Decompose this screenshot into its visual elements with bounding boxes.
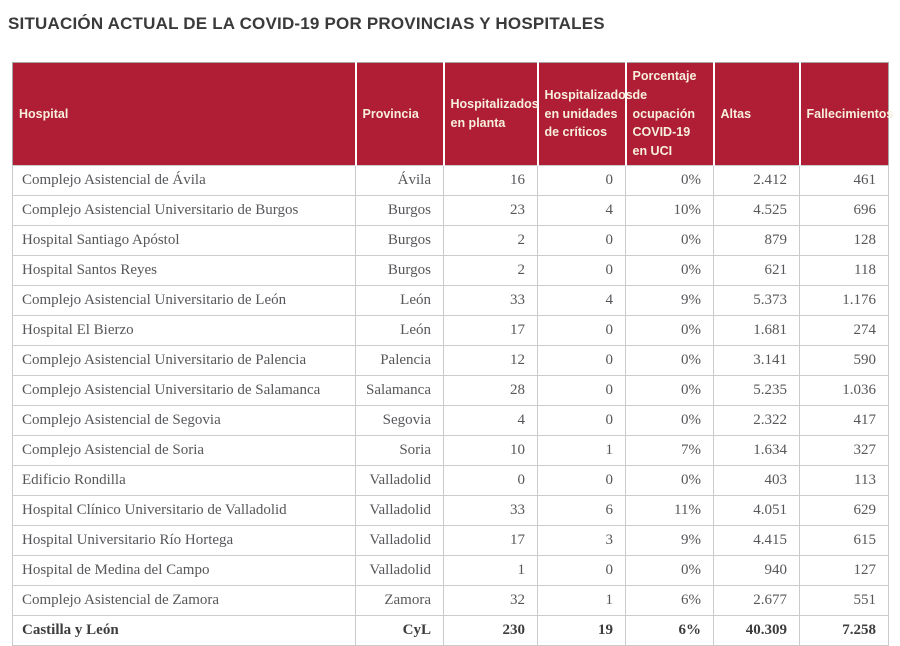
altas-cell: 621 [714, 255, 800, 285]
hospital-cell: Hospital Santiago Apóstol [13, 225, 356, 255]
hospitalizados-en-unidades-de-criticos-cell: 4 [538, 195, 626, 225]
fallecimientos-cell: 696 [800, 195, 889, 225]
table-row [13, 375, 889, 405]
porcentaje-de-ocupacion-covid-19-en-uci-cell: 0% [626, 465, 714, 495]
porcentaje-de-ocupacion-covid-19-en-uci-cell: 9% [626, 525, 714, 555]
hospitalizados-en-planta-cell: 2 [444, 255, 538, 285]
porcentaje-de-ocupacion-covid-19-en-uci-cell: 6% [626, 585, 714, 615]
altas-cell: 5.373 [714, 285, 800, 315]
fallecimientos-cell: 417 [800, 405, 889, 435]
fallecimientos-cell: 1.176 [800, 285, 889, 315]
fallecimientos-cell: 7.258 [800, 615, 889, 645]
hospital-cell: Castilla y León [13, 615, 356, 645]
hospitalizados-en-planta-cell: 33 [444, 495, 538, 525]
porcentaje-de-ocupacion-covid-19-en-uci-cell: 10% [626, 195, 714, 225]
table-row [13, 495, 889, 525]
table-row [13, 315, 889, 345]
altas-cell: 5.235 [714, 375, 800, 405]
hospitalizados-en-planta-cell: 17 [444, 525, 538, 555]
altas-cell: 3.141 [714, 345, 800, 375]
altas-cell: 40.309 [714, 615, 800, 645]
hospitalizados-en-unidades-de-criticos-cell: 1 [538, 585, 626, 615]
porcentaje-de-ocupacion-covid-19-en-uci-cell: 9% [626, 285, 714, 315]
porcentaje-de-ocupacion-covid-19-en-uci-cell: 0% [626, 315, 714, 345]
hospitalizados-en-unidades-de-criticos-cell: 0 [538, 405, 626, 435]
table-row [13, 195, 889, 225]
column-header-fallecimientos: Fallecimientos [800, 63, 889, 166]
provincia-cell: León [356, 285, 444, 315]
porcentaje-de-ocupacion-covid-19-en-uci-cell: 0% [626, 405, 714, 435]
hospitalizados-en-unidades-de-criticos-cell: 0 [538, 315, 626, 345]
altas-cell: 4.415 [714, 525, 800, 555]
hospitalizados-en-planta-cell: 28 [444, 375, 538, 405]
hospitalizados-en-planta-cell: 33 [444, 285, 538, 315]
provincia-cell: CyL [356, 615, 444, 645]
fallecimientos-cell: 327 [800, 435, 889, 465]
porcentaje-de-ocupacion-covid-19-en-uci-cell: 6% [626, 615, 714, 645]
provincia-cell: Salamanca [356, 375, 444, 405]
column-header-hospital: Hospital [13, 63, 356, 166]
provincia-cell: Valladolid [356, 495, 444, 525]
altas-cell: 1.634 [714, 435, 800, 465]
hospital-cell: Complejo Asistencial de Zamora [13, 585, 356, 615]
hospitalizados-en-planta-cell: 230 [444, 615, 538, 645]
hospitalizados-en-planta-cell: 1 [444, 555, 538, 585]
table-total-row [13, 615, 889, 645]
covid-hospitals-table [12, 62, 894, 646]
hospitalizados-en-unidades-de-criticos-cell: 0 [538, 555, 626, 585]
hospital-cell: Complejo Asistencial Universitario de Burgos [13, 195, 356, 225]
hospital-cell: Complejo Asistencial de Soria [13, 435, 356, 465]
hospitalizados-en-planta-cell: 2 [444, 225, 538, 255]
hospitalizados-en-planta-cell: 0 [444, 465, 538, 495]
page-title: SITUACIÓN ACTUAL DE LA COVID-19 POR PROVINCIAS Y HOSPITALES [8, 14, 605, 33]
hospital-cell: Hospital de Medina del Campo [13, 555, 356, 585]
table-row [13, 255, 889, 285]
provincia-cell: Valladolid [356, 555, 444, 585]
fallecimientos-cell: 615 [800, 525, 889, 555]
table-row [13, 405, 889, 435]
altas-cell: 4.051 [714, 495, 800, 525]
altas-cell: 940 [714, 555, 800, 585]
table-row [13, 585, 889, 615]
column-header-hospitalizados-en-unidades-de-criticos: Hospitalizados en unidades de críticos [538, 63, 626, 166]
column-header-altas: Altas [714, 63, 800, 166]
hospitalizados-en-unidades-de-criticos-cell: 0 [538, 375, 626, 405]
altas-cell: 2.322 [714, 405, 800, 435]
altas-cell: 403 [714, 465, 800, 495]
porcentaje-de-ocupacion-covid-19-en-uci-cell: 0% [626, 345, 714, 375]
fallecimientos-cell: 629 [800, 495, 889, 525]
hospitalizados-en-planta-cell: 32 [444, 585, 538, 615]
hospital-cell: Complejo Asistencial de Ávila [13, 165, 356, 195]
provincia-cell: Segovia [356, 405, 444, 435]
provincia-cell: Burgos [356, 225, 444, 255]
porcentaje-de-ocupacion-covid-19-en-uci-cell: 7% [626, 435, 714, 465]
hospitalizados-en-planta-cell: 23 [444, 195, 538, 225]
provincia-cell: León [356, 315, 444, 345]
hospitalizados-en-unidades-de-criticos-cell: 1 [538, 435, 626, 465]
column-header-hospitalizados-en-planta: Hospitalizados en planta [444, 63, 538, 166]
table-row [13, 225, 889, 255]
provincia-cell: Zamora [356, 585, 444, 615]
altas-cell: 879 [714, 225, 800, 255]
hospitalizados-en-unidades-de-criticos-cell: 0 [538, 225, 626, 255]
table-header [13, 63, 894, 166]
table-row [13, 525, 889, 555]
column-header-provincia: Provincia [356, 63, 444, 166]
provincia-cell: Burgos [356, 195, 444, 225]
hospital-cell: Hospital Universitario Río Hortega [13, 525, 356, 555]
hospitalizados-en-unidades-de-criticos-cell: 0 [538, 255, 626, 285]
table-row [13, 285, 889, 315]
provincia-cell: Palencia [356, 345, 444, 375]
fallecimientos-cell: 127 [800, 555, 889, 585]
column-header-porcentaje-de-ocupacion-covid-19-en-uci: Porcentaje de ocupación COVID-19 en UCI [626, 63, 714, 166]
hospitalizados-en-unidades-de-criticos-cell: 0 [538, 465, 626, 495]
hospital-cell: Complejo Asistencial Universitario de Salamanca [13, 375, 356, 405]
hospital-cell: Hospital Santos Reyes [13, 255, 356, 285]
provincia-cell: Valladolid [356, 525, 444, 555]
fallecimientos-cell: 113 [800, 465, 889, 495]
table-row [13, 435, 889, 465]
table-header-row [13, 63, 889, 166]
provincia-cell: Soria [356, 435, 444, 465]
altas-cell: 2.412 [714, 165, 800, 195]
provincia-cell: Valladolid [356, 465, 444, 495]
provincia-cell: Ávila [356, 165, 444, 195]
fallecimientos-cell: 551 [800, 585, 889, 615]
porcentaje-de-ocupacion-covid-19-en-uci-cell: 0% [626, 255, 714, 285]
altas-cell: 2.677 [714, 585, 800, 615]
porcentaje-de-ocupacion-covid-19-en-uci-cell: 0% [626, 375, 714, 405]
altas-cell: 1.681 [714, 315, 800, 345]
hospitalizados-en-planta-cell: 16 [444, 165, 538, 195]
provincia-cell: Burgos [356, 255, 444, 285]
porcentaje-de-ocupacion-covid-19-en-uci-cell: 0% [626, 225, 714, 255]
hospitalizados-en-planta-cell: 17 [444, 315, 538, 345]
hospitalizados-en-unidades-de-criticos-cell: 0 [538, 345, 626, 375]
fallecimientos-cell: 128 [800, 225, 889, 255]
table-row [13, 165, 889, 195]
fallecimientos-cell: 590 [800, 345, 889, 375]
fallecimientos-cell: 461 [800, 165, 889, 195]
hospitalizados-en-unidades-de-criticos-cell: 4 [538, 285, 626, 315]
fallecimientos-cell: 118 [800, 255, 889, 285]
hospital-cell: Complejo Asistencial de Segovia [13, 405, 356, 435]
hospitalizados-en-planta-cell: 4 [444, 405, 538, 435]
hospitalizados-en-unidades-de-criticos-cell: 3 [538, 525, 626, 555]
hospital-cell: Hospital El Bierzo [13, 315, 356, 345]
hospital-cell: Complejo Asistencial Universitario de Palencia [13, 345, 356, 375]
fallecimientos-cell: 1.036 [800, 375, 889, 405]
altas-cell: 4.525 [714, 195, 800, 225]
porcentaje-de-ocupacion-covid-19-en-uci-cell: 11% [626, 495, 714, 525]
porcentaje-de-ocupacion-covid-19-en-uci-cell: 0% [626, 165, 714, 195]
table-row [13, 465, 889, 495]
table-row [13, 345, 889, 375]
hospitalizados-en-unidades-de-criticos-cell: 19 [538, 615, 626, 645]
hospitalizados-en-planta-cell: 12 [444, 345, 538, 375]
fallecimientos-cell: 274 [800, 315, 889, 345]
hospital-cell: Edificio Rondilla [13, 465, 356, 495]
porcentaje-de-ocupacion-covid-19-en-uci-cell: 0% [626, 555, 714, 585]
hospitalizados-en-unidades-de-criticos-cell: 6 [538, 495, 626, 525]
table-row [13, 555, 889, 585]
hospital-cell: Hospital Clínico Universitario de Valladolid [13, 495, 356, 525]
table-body [13, 165, 889, 645]
hospitalizados-en-planta-cell: 10 [444, 435, 538, 465]
hospital-cell: Complejo Asistencial Universitario de León [13, 285, 356, 315]
hospitalizados-en-unidades-de-criticos-cell: 0 [538, 165, 626, 195]
